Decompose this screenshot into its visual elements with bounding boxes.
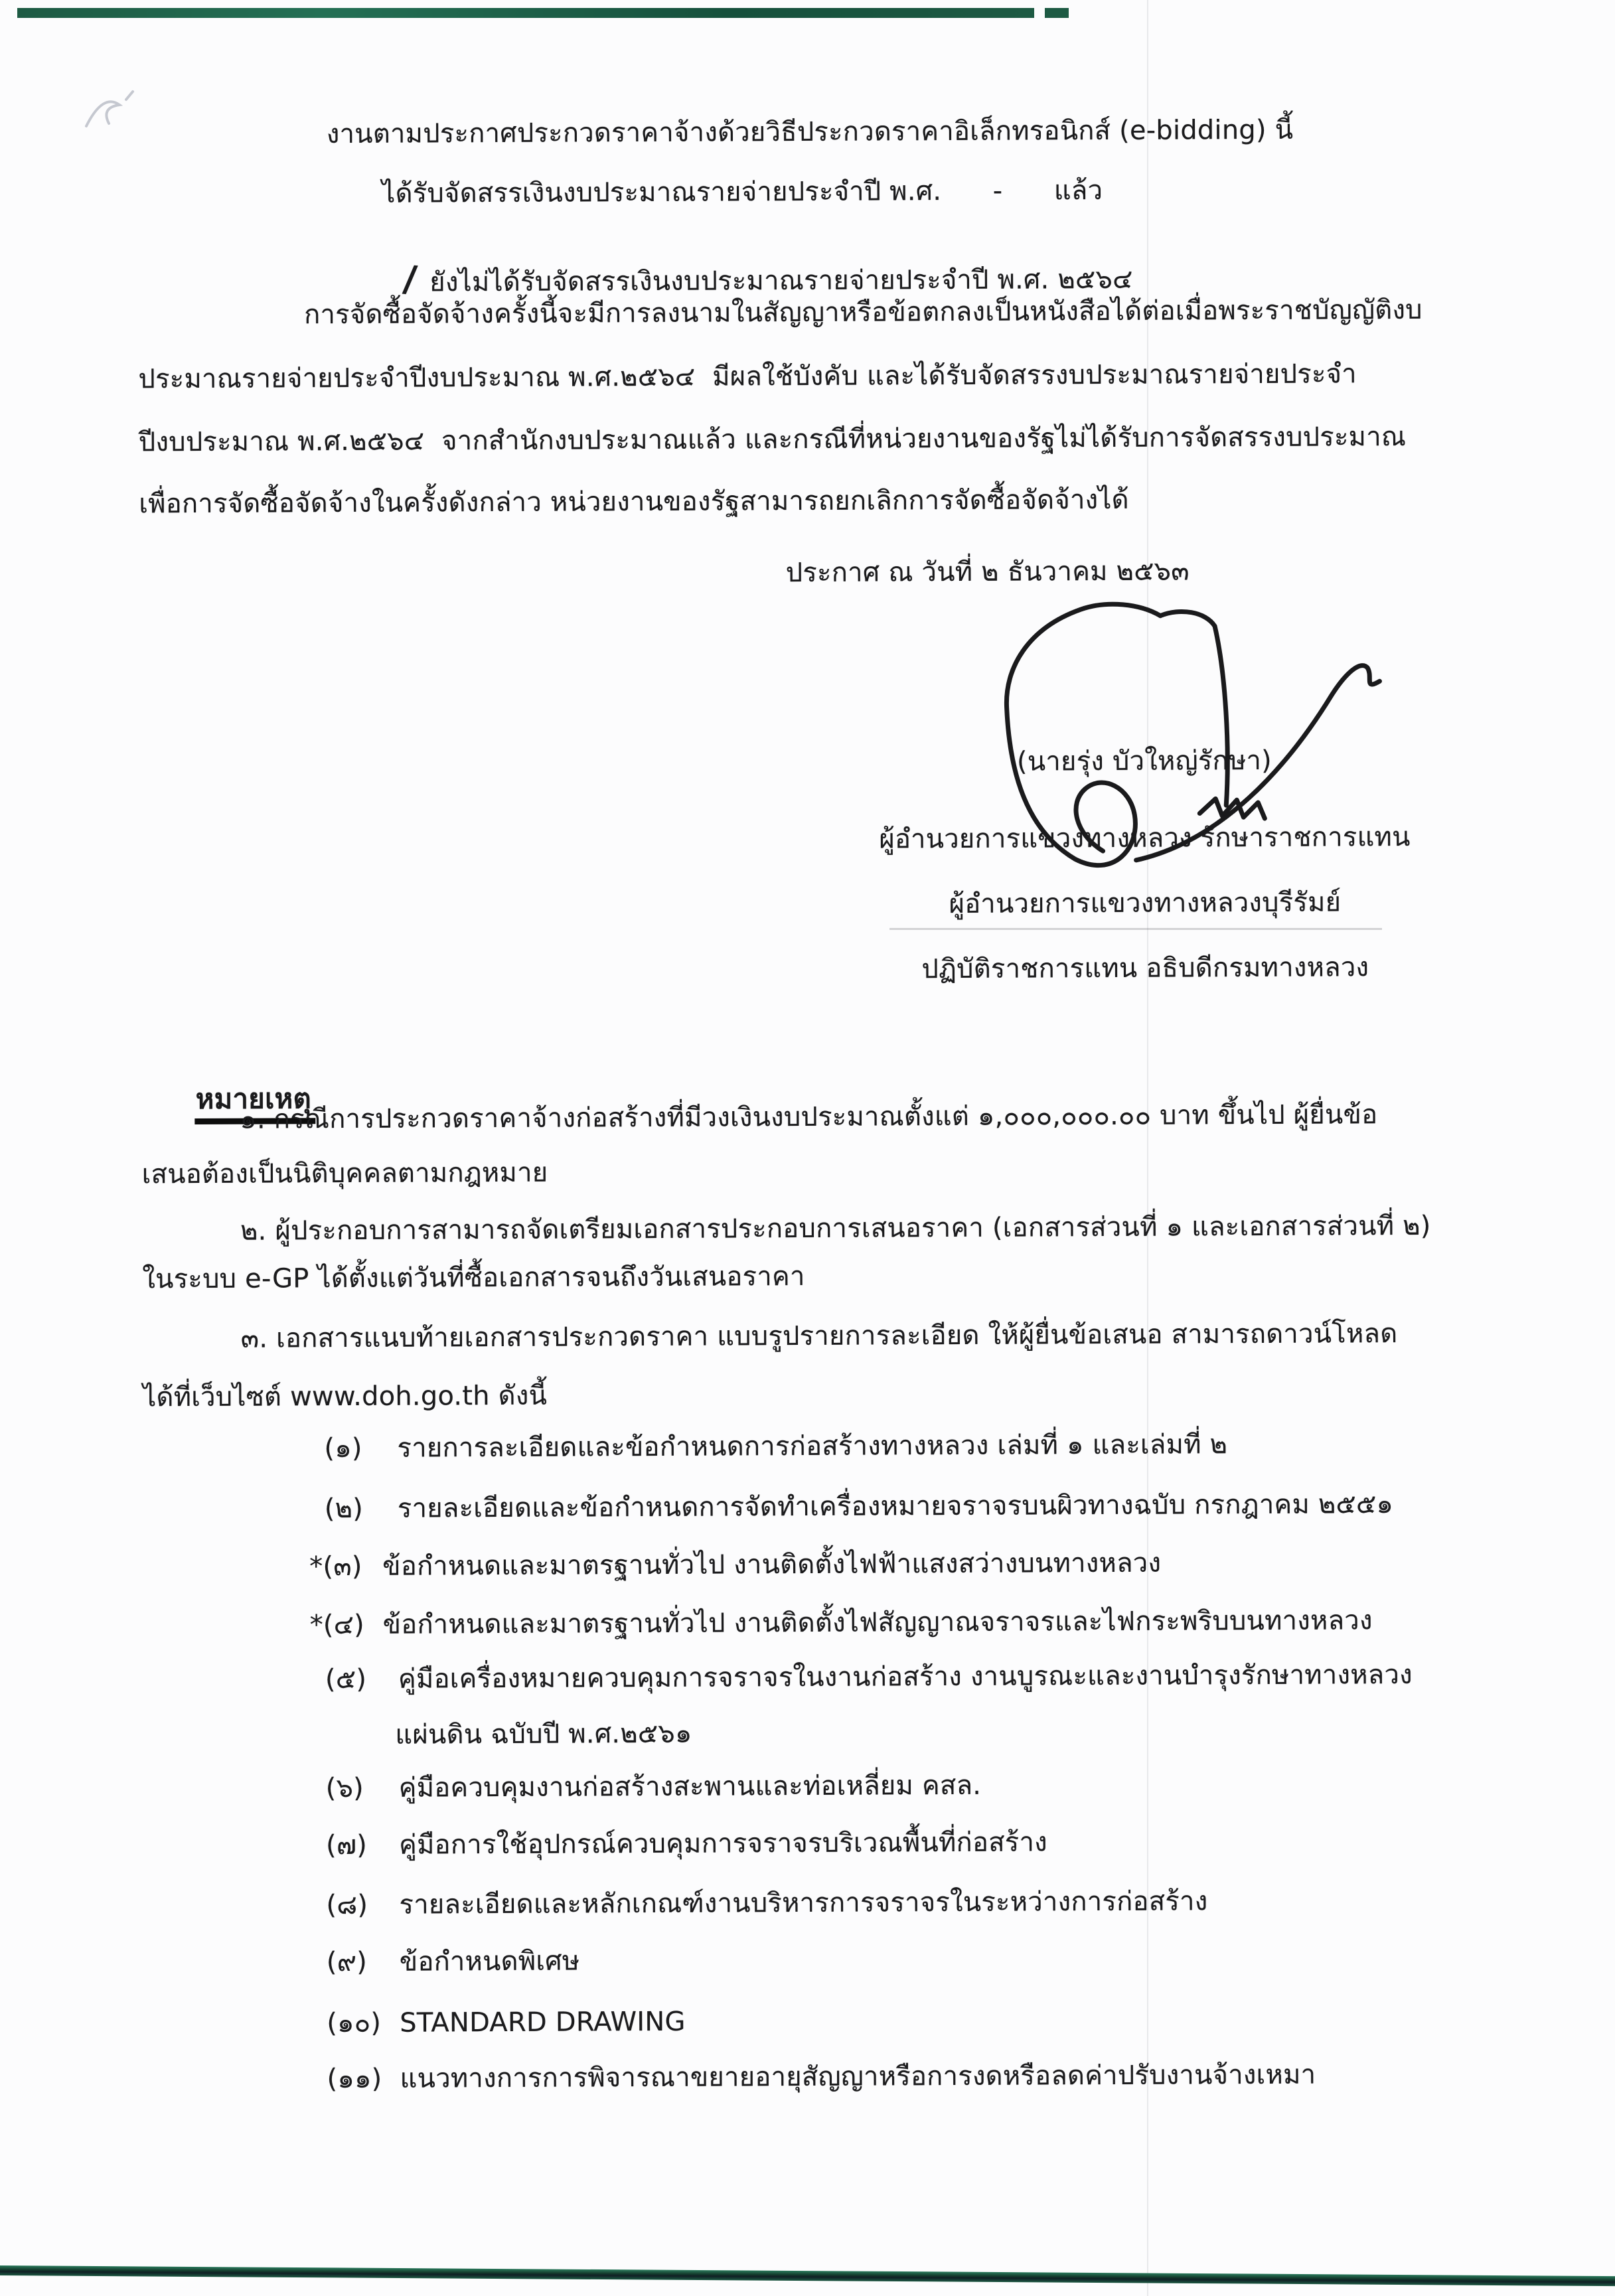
attachment-label: *(๔): [309, 1609, 365, 1641]
attachment-text: คู่มือการใช้อุปกรณ์ควบคุมการจราจรบริเวณพื้นที่ก่อสร้าง: [398, 1827, 1047, 1861]
attachment-text: คู่มือเครื่องหมายควบคุมการจราจรในงานก่อสร้าง งานบูรณะและงานบำรุงรักษาทางหลวง: [398, 1659, 1413, 1695]
attachment-row: [327, 1944, 580, 1981]
attachment-row: [325, 1657, 1413, 1697]
header-line: งานตามประกาศประกวดราคาจ้างด้วยวิธีประกวดราคาอิเล็กทรอนิกส์ (e-bidding) นี้: [326, 114, 1294, 150]
note-2-line-2: ในระบบ e-GP ได้ตั้งแต่วันที่ซื้อเอกสารจนถึงวันเสนอราคา: [142, 1261, 805, 1295]
announcement-date-line: ประกาศ ณ วันที่ ๒ ธันวาคม ๒๕๖๓: [785, 556, 1190, 589]
attachment-row: [310, 1602, 1373, 1643]
attachment-label: *(๓): [309, 1551, 362, 1582]
attachment-label: (๑): [324, 1432, 362, 1464]
signer-title-2: ผู้อำนวยการแขวงทางหลวงบุรีรัมย์: [949, 887, 1342, 920]
attachment-label: (๗): [325, 1829, 368, 1861]
signer-name: (นายรุ่ง บัวใหญ่รักษา): [1016, 745, 1272, 777]
attachment-label: (๑๐): [327, 2007, 382, 2039]
attachment-label: (๑๑): [327, 2063, 382, 2095]
attachment-text: รายการละเอียดและข้อกำหนดการก่อสร้างทางหลวง เล่มที่ ๑ และเล่มที่ ๒: [397, 1429, 1228, 1464]
attachment-text: STANDARD DRAWING: [400, 2006, 686, 2038]
attachment-continuation-line: แผ่นดิน ฉบับปี พ.ศ.๒๕๖๑: [395, 1718, 692, 1750]
paragraph-line-2: ประมาณรายจ่ายประจำปีงบประมาณ พ.ศ.๒๕๖๔ มีผลใช้บังคับ และได้รับจัดสรรงบประมาณรายจ่ายประจำ: [138, 358, 1357, 395]
attachment-label: (๒): [324, 1493, 364, 1525]
note-1-line-1: ๑. กรณีการประกวดราคาจ้างก่อสร้างที่มีวงเงินงบประมาณตั้งแต่ ๑,๐๐๐,๐๐๐.๐๐ บาท ขึ้นไป ผู้ยื่นข้อ: [240, 1099, 1378, 1135]
attachment-label: (๕): [325, 1663, 367, 1695]
handwritten-check-mark: /: [401, 257, 419, 301]
attachment-text: คู่มือควบคุมงานก่อสร้างสะพานและท่อเหลี่ยม คสล.: [398, 1770, 982, 1803]
note-2-line-1: ๒. ผู้ประกอบการสามารถจัดเตรียมเอกสารประกอบการเสนอราคา (เอกสารส่วนที่ ๑ และเอกสารส่วนที่ ๒): [240, 1210, 1431, 1247]
note-3-line-1: ๓. เอกสารแนบท้ายเอกสารประกวดราคา แบบรูปรายการละเอียด ให้ผู้ยื่นข้อเสนอ สามารถดาวน์โหลด: [240, 1318, 1398, 1354]
notes-heading-wrap: [143, 1044, 315, 1154]
attachment-row: [309, 1545, 1161, 1585]
notes-heading: หมายเหตุ: [194, 1082, 316, 1124]
attachment-label: (๘): [326, 1889, 368, 1921]
attachment-row: [326, 1883, 1207, 1923]
attachment-label: (๙): [326, 1946, 368, 1978]
attachment-row: [327, 2004, 686, 2041]
paragraph-line-1: การจัดซื้อจัดจ้างครั้งนี้จะมีการลงนามในสัญญาหรือข้อตกลงเป็นหนังสือได้ต่อเมื่อพระราชบัญญัติงบ: [303, 294, 1423, 331]
attachment-label: (๖): [325, 1772, 364, 1804]
attachment-text: ข้อกำหนดและมาตรฐานทั่วไป งานติดตั้งไฟฟ้าแสงสว่างบนทางหลวง: [382, 1547, 1162, 1582]
attachment-row: [324, 1426, 1227, 1466]
attachment-text: แนวทางการการพิจารณาขยายอายุสัญญาหรือการงดหรือลดค่าปรับงานจ้างเหมา: [400, 2059, 1316, 2094]
attachment-text: รายละเอียดและข้อกำหนดการจัดทำเครื่องหมายจราจรบนผิวทางฉบับ กรกฎาคม ๒๕๕๑: [397, 1489, 1394, 1524]
attachment-text: รายละเอียดและหลักเกณฑ์งานบริหารการจราจรในระหว่างการก่อสร้าง: [399, 1886, 1208, 1920]
signer-title-3: ปฏิบัติราชการแทน อธิบดีกรมทางหลวง: [921, 952, 1369, 985]
attachment-row: [327, 2057, 1316, 2097]
budget-not-allocated-text: ยังไม่ได้รับจัดสรรเงินงบประมาณรายจ่ายประจำปี พ.ศ. ๒๕๖๔: [429, 264, 1133, 298]
attachment-text: ข้อกำหนดและมาตรฐานทั่วไป งานติดตั้งไฟสัญญาณจราจรและไฟกระพริบบนทางหลวง: [382, 1605, 1373, 1640]
attachment-row: [325, 1486, 1393, 1527]
paragraph-line-3: ปีงบประมาณ พ.ศ.๒๕๖๔ จากสำนักงบประมาณแล้ว และกรณีที่หน่วยงานของรัฐไม่ได้รับการจัดสรรงบประมาณ: [138, 421, 1407, 458]
attachment-row: [326, 1768, 982, 1806]
budget-allocated-line: ได้รับจัดสรรเงินงบประมาณรายจ่ายประจำปี พ.ศ. - แล้ว: [382, 175, 1103, 209]
paragraph-line-4: เพื่อการจัดซื้อจัดจ้างในครั้งดังกล่าว หน่วยงานของรัฐสามารถยกเลิกการจัดซื้อจัดจ้างได้: [139, 484, 1129, 520]
attachment-text: ข้อกำหนดพิเศษ: [399, 1946, 580, 1977]
note-3-line-2: ได้ที่เว็บไซต์ www.doh.go.th ดังนี้: [143, 1380, 548, 1413]
note-1-line-2: เสนอต้องเป็นนิติบุคคลตามกฎหมาย: [141, 1157, 548, 1190]
signer-title-1: ผู้อำนวยการแขวงทางหลวง รักษาราชการแทน: [879, 822, 1411, 855]
attachment-row: [326, 1824, 1047, 1863]
